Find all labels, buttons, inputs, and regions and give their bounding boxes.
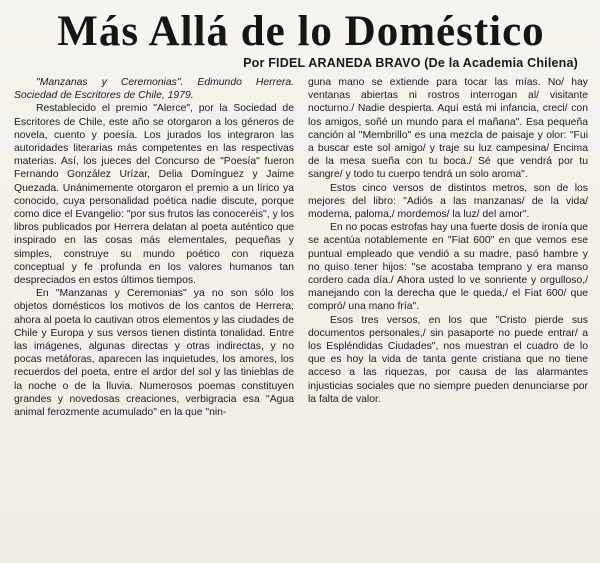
paragraph: En "Manzanas y Ceremonias" ya no son sólo los objetos domésticos los motivos de los cantos de Herrera; ahora al poeta lo cautivan otros elementos y las ciudades de Chile y Europa y sus versos tienen distinta tonalidad. Entre las imágenes, algunas directas y otras indirectas, y no pocas metáforas, aparecen las inquietudes, los amores, los recuerdos del poeta, entre el ardor del sol y las tinieblas de la noche o de la lluvia. Numerosos poemas constituyen grandes y novedosas creaciones, verbigracia esa "Agua animal ferozmente acumulado" en la que "nin- <box>14 288 294 419</box>
paragraph: En no pocas estrofas hay una fuerte dosis de ironía que se acentúa notablemente en "Fiat 600" en que vemos ese puntual empleado que vendió a su madre, pasó hambre y no quiso tener hijos: "se acostaba temprano y era manso cordero cada día./ Ahora usted lo ve sonriente y orgulloso,/ manejando con la derecha que le queda,/ el Fiat 600/ que compró/ una mano fría". <box>308 222 588 313</box>
article-byline: Por FIDEL ARANEDA BRAVO (De la Academia Chilena) <box>243 56 578 70</box>
paragraph: Estos cinco versos de distintos metros, son de los mejores del libro: "Adiós a las manzanas/ de la vida/ moderna, paloma,/ mordemos/ la luz/ del amor". <box>308 182 588 221</box>
article-title: Más Allá de lo Doméstico <box>57 8 545 55</box>
article-body <box>14 76 588 419</box>
right-column <box>308 76 588 419</box>
paragraph: Restablecido el premio "Alerce", por la Sociedad de Escritores de Chile, este año se otorgaron a los géneros de novela, cuento y poesía. Los jurados los integraron las autoridades literarias más competentes en las respectivas materias. Así, los jueces del Concurso de "Poesía" fueron Fernando González Urízar, Delia Domínguez y Jaime Quezada. Unánimemente otorgaron el premio a un lírico ya conocido, cuya personalidad poética nadie discute, porque como dice el Evangelio: "por sus frutos las conoceréis", y los libros publicados por Herrera delatan al poeta auténtico que inspirado en las cosas más elementales, pequeñas y simples, construye su mundo poético con riqueza conceptual y fe profunda en los valores humanos tan despreciados en estos últimos tiempos. <box>14 103 294 287</box>
paragraph: guna mano se extiende para tocar las mías. No/ hay ventanas abiertas ni rostros interrogan al/ visitante nocturno./ Nadie despierta. Aquí está mi infancia, creci/ con los amigos, soñé un mundo para el mañana". Esa pequeña canción al "Membrillo" es una mezcla de paisaje y olor: "Fui a buscar este sol amigo/ y traje su luz campesina/ Encima de la mesa sueña con tu boca./ Sé que vendrá por tu sangre/ y todo tu cuerpo tendrá un solo aroma". <box>308 77 588 181</box>
book-citation: "Manzanas y Ceremonias". Edmundo Herrera. Sociedad de Escritores de Chile, 1979. <box>14 77 294 102</box>
paragraph: Esos tres versos, en los que "Cristo pierde sus documentos personales,/ sin pasaporte no puede entrar/ a los Espléndidas Ciudades", nos muestran el cuadro de lo que es hoy la vida de tanta gente cristiana que no tiene acceso a las riquezas, por causa de las alarmantes injusticias sociales que no siempre pueden denunciarse por la falta de valor. <box>308 314 588 405</box>
left-column <box>14 76 294 419</box>
